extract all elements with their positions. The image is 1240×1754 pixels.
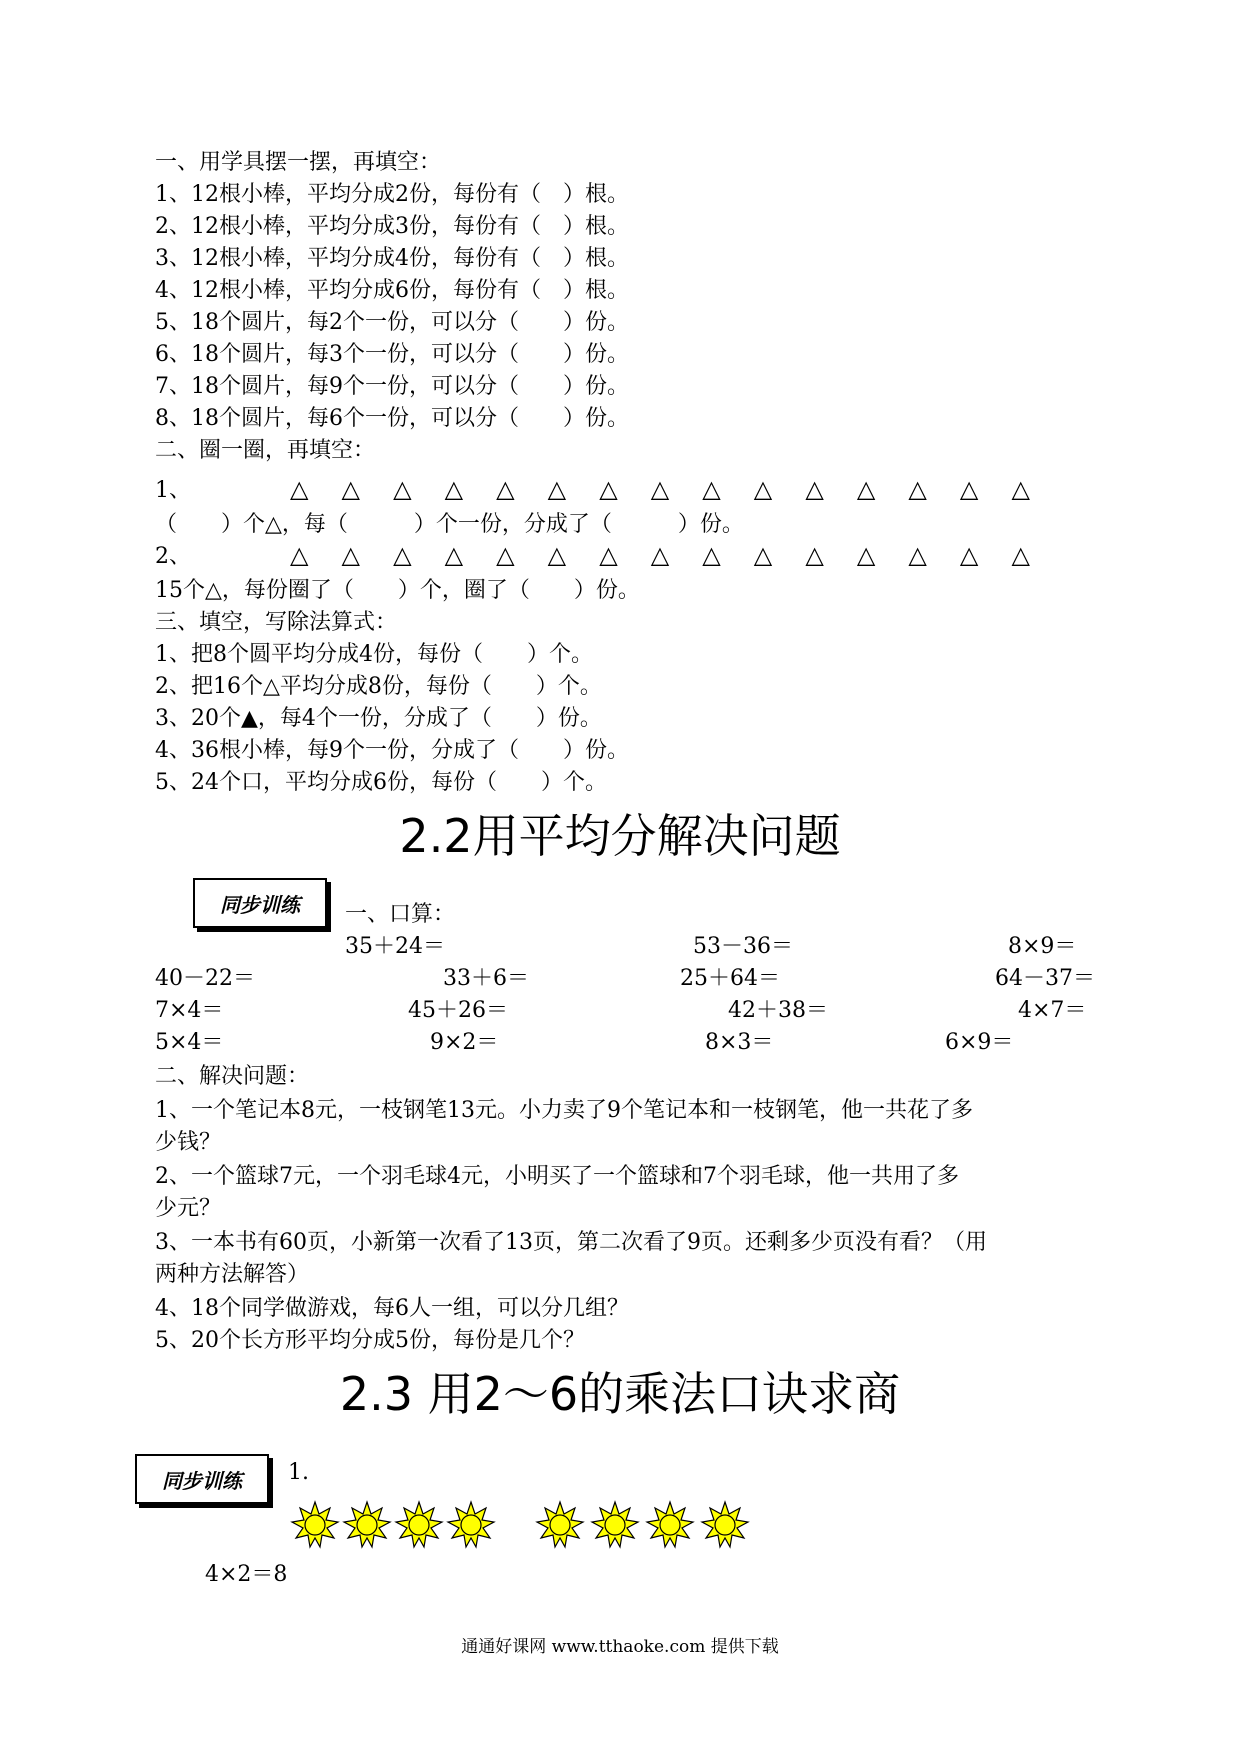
triangle-mark: △ [393, 541, 412, 569]
triangle-mark: △ [547, 475, 567, 503]
section1-item: 4、12根小棒，平均分成6份，每份有（ ）根。 [155, 278, 629, 303]
triangle-mark: △ [753, 541, 773, 569]
equation: 4×2＝8 [205, 1562, 288, 1587]
sun-group-right [535, 1500, 755, 1550]
triangle-mark: △ [805, 541, 824, 569]
sun-icon [647, 1502, 693, 1547]
triangle-mark: △ [959, 475, 979, 503]
section1-item: 5、18个圆片，每2个一份，可以分（ ）份。 [155, 310, 629, 335]
section1-item: 6、18个圆片，每3个一份，可以分（ ）份。 [155, 342, 629, 367]
triangle-mark: △ [1011, 475, 1030, 503]
sun-icon [702, 1502, 748, 1547]
oral-item: 45＋26＝ [408, 998, 508, 1023]
section3-item: 2、把16个△平均分成8份，每份（ ）个。 [155, 674, 602, 699]
problem-5: 5、20个长方形平均分成5份，每份是几个？ [155, 1328, 585, 1353]
section1-item: 3、12根小棒，平均分成4份，每份有（ ）根。 [155, 246, 629, 271]
oral-item: 8×9＝ [1008, 934, 1077, 959]
triangle-mark: △ [341, 475, 360, 503]
oral-item: 33＋6＝ [443, 966, 529, 991]
section3-title: 三、填空，写除法算式： [155, 610, 398, 635]
section3-item: 4、36根小棒，每9个一份，分成了（ ）份。 [155, 738, 629, 763]
section1-item: 1、12根小棒，平均分成2份，每份有（ ）根。 [155, 182, 629, 207]
triangle-mark: △ [753, 475, 773, 503]
triangle-mark: △ [702, 475, 721, 503]
problem-2-cont: 少元？ [155, 1196, 222, 1221]
triangle-mark: △ [805, 475, 824, 503]
sync-training-badge: 同步训练 [135, 1454, 269, 1504]
oral-item: 35＋24＝ [345, 934, 445, 959]
problem-2: 2、一个篮球7元，一个羽毛球4元，小明买了一个篮球和7个羽毛球，他一共用了多 [155, 1164, 959, 1189]
triangle-mark: △ [547, 541, 567, 569]
triangle-mark: △ [599, 541, 618, 569]
triangle-mark: △ [959, 541, 979, 569]
section1-item: 8、18个圆片，每6个一份，可以分（ ）份。 [155, 406, 629, 431]
oral-item: 7×4＝ [155, 998, 224, 1023]
triangle-mark: △ [393, 475, 412, 503]
sun-icon [292, 1502, 338, 1547]
footer: 通通好课网 www.tthaoke.com 提供下载 [461, 1637, 779, 1657]
section3-item: 3、20个▲，每4个一份，分成了（ ）份。 [155, 706, 602, 731]
triangle-mark: △ [650, 475, 670, 503]
section3-item: 1、把8个圆平均分成4份，每份（ ）个。 [155, 642, 593, 667]
sun-group-left [290, 1500, 510, 1550]
section3-item: 5、24个口，平均分成6份，每份（ ）个。 [155, 770, 607, 795]
triangle-mark: △ [702, 541, 721, 569]
problem-1: 1、一个笔记本8元，一枝钢笔13元。小力卖了9个笔记本和一枝钢笔，他一共花了多 [155, 1098, 973, 1123]
triangle-mark: △ [908, 541, 927, 569]
sun-icon [537, 1502, 583, 1547]
sync-training-badge: 同步训练 [193, 878, 327, 928]
problem-3: 3、一本书有60页，小新第一次看了13页，第二次看了9页。还剩多少页没有看？（用 [155, 1230, 987, 1255]
section1-item: 7、18个圆片，每9个一份，可以分（ ）份。 [155, 374, 629, 399]
oral-item: 4×7＝ [1018, 998, 1087, 1023]
oral-item: 64－37＝ [995, 966, 1095, 991]
oral-item: 9×2＝ [430, 1030, 499, 1055]
section2-q2-label: 2、 [155, 544, 191, 569]
oral-title: 一、口算： [345, 902, 456, 927]
oral-item: 6×9＝ [945, 1030, 1014, 1055]
sun-icon [396, 1502, 442, 1547]
triangle-mark: △ [856, 475, 876, 503]
section1-item: 2、12根小棒，平均分成3份，每份有（ ）根。 [155, 214, 629, 239]
triangle-mark: △ [290, 475, 309, 503]
triangle-mark: △ [341, 541, 360, 569]
section1-title: 一、用学具摆一摆，再填空： [155, 150, 442, 175]
triangle-mark: △ [650, 541, 670, 569]
oral-item: 5×4＝ [155, 1030, 224, 1055]
triangle-row-1 [290, 474, 1030, 504]
triangle-mark: △ [908, 475, 927, 503]
triangle-mark: △ [444, 541, 464, 569]
heading-2-2: 2.2用平均分解决问题 [399, 809, 841, 863]
section2-q2-text: 15个△，每份圈了（ ）个，圈了（ ）份。 [155, 578, 640, 603]
oral-item: 25＋64＝ [680, 966, 780, 991]
triangle-mark: △ [856, 541, 876, 569]
triangle-mark: △ [290, 541, 309, 569]
triangle-mark: △ [1011, 541, 1030, 569]
oral-item: 8×3＝ [705, 1030, 774, 1055]
triangle-row-2 [290, 540, 1030, 570]
question-number: 1. [288, 1460, 309, 1485]
problem-4: 4、18个同学做游戏，每6人一组，可以分几组？ [155, 1296, 629, 1321]
problem-3-cont: 两种方法解答） [155, 1262, 310, 1287]
sun-icon [344, 1502, 390, 1547]
problems-title: 二、解决问题： [155, 1064, 310, 1089]
oral-item: 53－36＝ [693, 934, 793, 959]
triangle-mark: △ [496, 541, 515, 569]
section2-title: 二、圈一圈，再填空： [155, 438, 376, 463]
sun-icon [448, 1502, 494, 1547]
triangle-mark: △ [444, 475, 464, 503]
triangle-mark: △ [496, 475, 515, 503]
oral-item: 42＋38＝ [728, 998, 828, 1023]
section2-q1-text: （ ）个△，每（ ）个一份，分成了（ ）份。 [155, 512, 744, 537]
oral-item: 40－22＝ [155, 966, 255, 991]
heading-2-3: 2.3 用2～6的乘法口诀求商 [339, 1367, 901, 1421]
problem-1-cont: 少钱？ [155, 1130, 222, 1155]
sun-icon [592, 1502, 638, 1547]
triangle-mark: △ [599, 475, 618, 503]
section2-q1-label: 1、 [155, 478, 191, 503]
